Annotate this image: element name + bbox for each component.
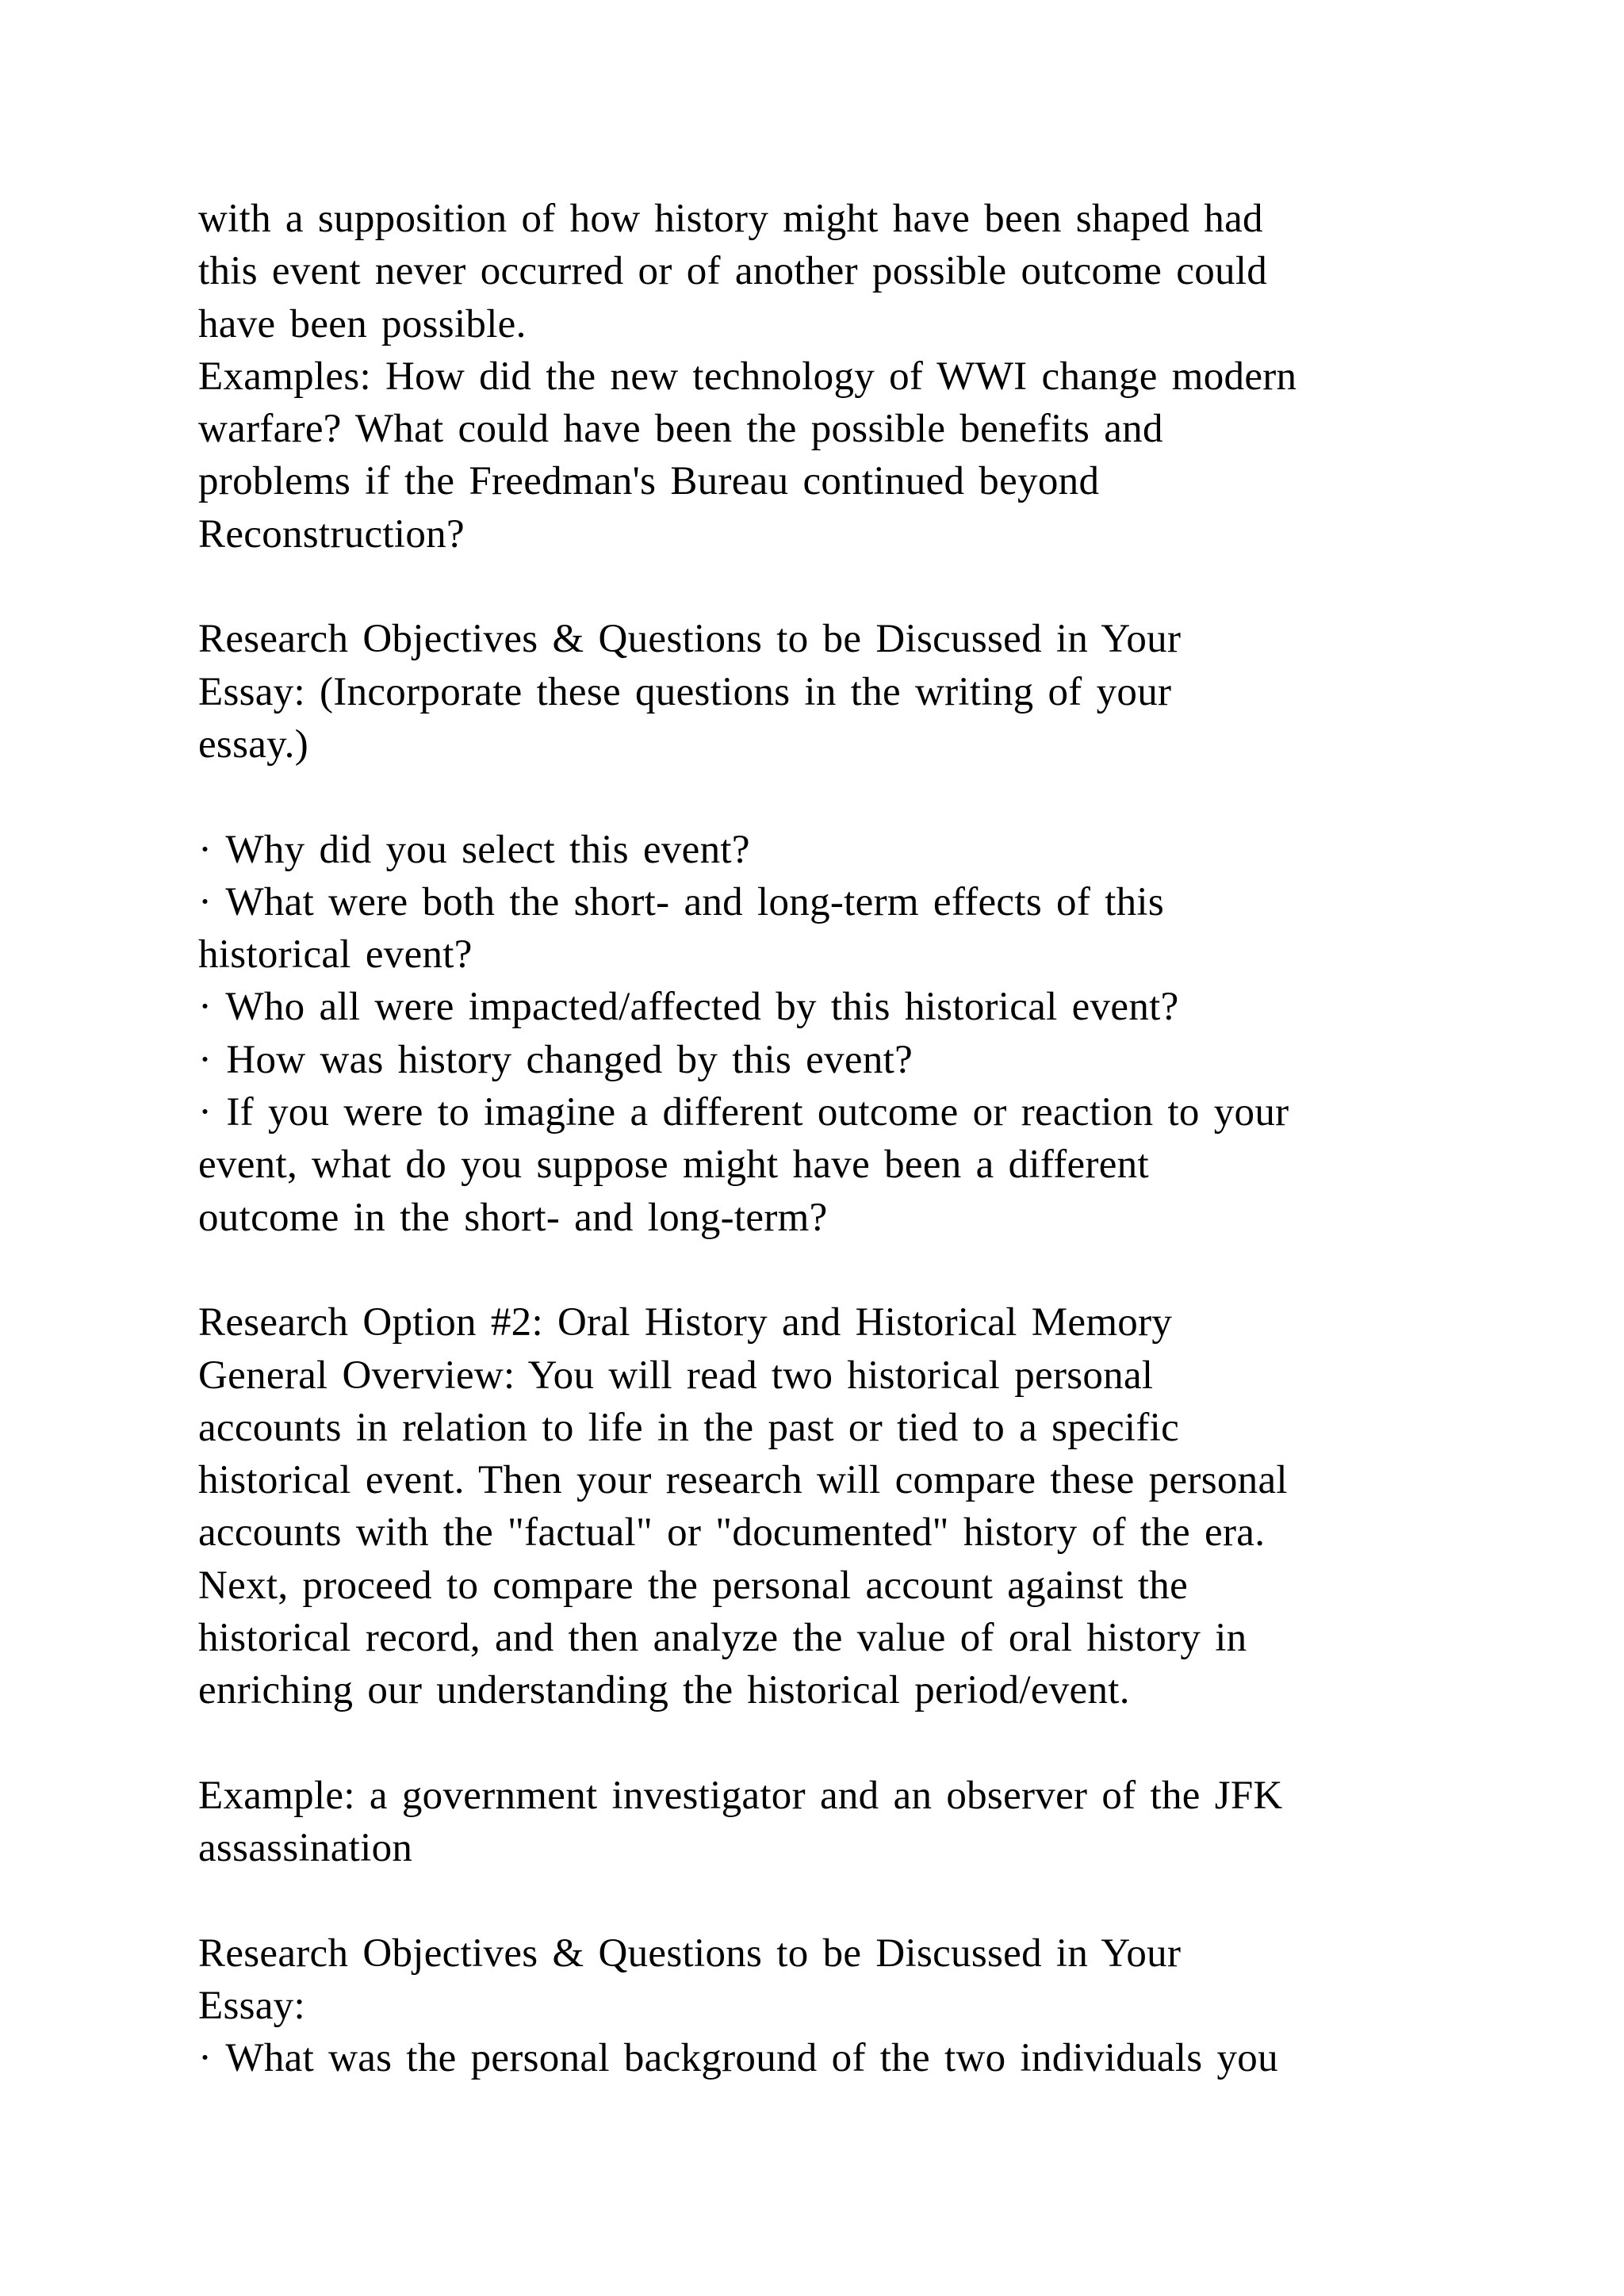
blank-line bbox=[198, 561, 1499, 613]
text-line: essay.) bbox=[198, 721, 308, 767]
text-line: outcome in the short- and long-term? bbox=[198, 1195, 828, 1240]
paragraph-option-2 bbox=[198, 1296, 1499, 1716]
text-line: · What were both the short- and long-term effects of this bbox=[198, 879, 1165, 924]
text-line: warfare? What could have been the possible benefits and bbox=[198, 407, 1163, 452]
paragraph-example-jfk bbox=[198, 1770, 1499, 1875]
document-body bbox=[198, 193, 1499, 2085]
blank-line bbox=[198, 1875, 1499, 1927]
text-line: Example: a government investigator and an observer of the JFK bbox=[198, 1773, 1283, 1818]
text-line: assassination bbox=[198, 1826, 413, 1871]
heading-research-objectives-2 bbox=[198, 1927, 1499, 2085]
text-line: Essay: (Incorporate these questions in the writing of your bbox=[198, 669, 1172, 714]
text-line: have been possible. bbox=[198, 301, 527, 346]
text-line: General Overview: You will read two historical personal bbox=[198, 1353, 1154, 1398]
text-line: event, what do you suppose might have been a different bbox=[198, 1142, 1149, 1188]
heading-research-objectives-1 bbox=[198, 613, 1499, 771]
paragraph-supposition bbox=[198, 193, 1499, 350]
text-line: Reconstruction? bbox=[198, 511, 465, 557]
text-line: · Why did you select this event? bbox=[198, 827, 750, 872]
text-line: · If you were to imagine a different outcome or reaction to your bbox=[198, 1090, 1289, 1135]
text-line: Research Objectives & Questions to be Discussed in Your bbox=[198, 617, 1182, 662]
text-line: Next, proceed to compare the personal account against the bbox=[198, 1563, 1189, 1608]
paragraph-examples bbox=[198, 350, 1499, 561]
text-line: Research Option #2: Oral History and Historical Memory bbox=[198, 1300, 1173, 1345]
text-line: this event never occurred or of another possible outcome could bbox=[198, 249, 1268, 294]
blank-line bbox=[198, 1244, 1499, 1296]
text-line: with a supposition of how history might have been shaped had bbox=[198, 197, 1263, 241]
text-line: · What was the personal background of the two individuals you bbox=[198, 2036, 1278, 2081]
blank-line bbox=[198, 1717, 1499, 1770]
text-line: enriching our understanding the historical period/event. bbox=[198, 1668, 1130, 1713]
text-line: Essay: bbox=[198, 1984, 305, 2029]
text-line: problems if the Freedman's Bureau continued beyond bbox=[198, 459, 1100, 504]
text-line: historical event. Then your research will compare these personal bbox=[198, 1458, 1288, 1503]
text-line: historical record, and then analyze the value of oral history in bbox=[198, 1616, 1247, 1661]
text-line: accounts in relation to life in the past or tied to a specific bbox=[198, 1405, 1180, 1450]
text-line: accounts with the "factual" or "documented" history of the era. bbox=[198, 1510, 1266, 1556]
bullet-list-1 bbox=[198, 824, 1499, 1244]
text-line: historical event? bbox=[198, 932, 473, 978]
blank-line bbox=[198, 771, 1499, 823]
text-line: Research Objectives & Questions to be Discussed in Your bbox=[198, 1931, 1182, 1976]
text-line: Examples: How did the new technology of WWI change modern bbox=[198, 354, 1297, 399]
text-line: · Who all were impacted/affected by this historical event? bbox=[198, 985, 1179, 1030]
text-line: · How was history changed by this event? bbox=[198, 1037, 914, 1082]
